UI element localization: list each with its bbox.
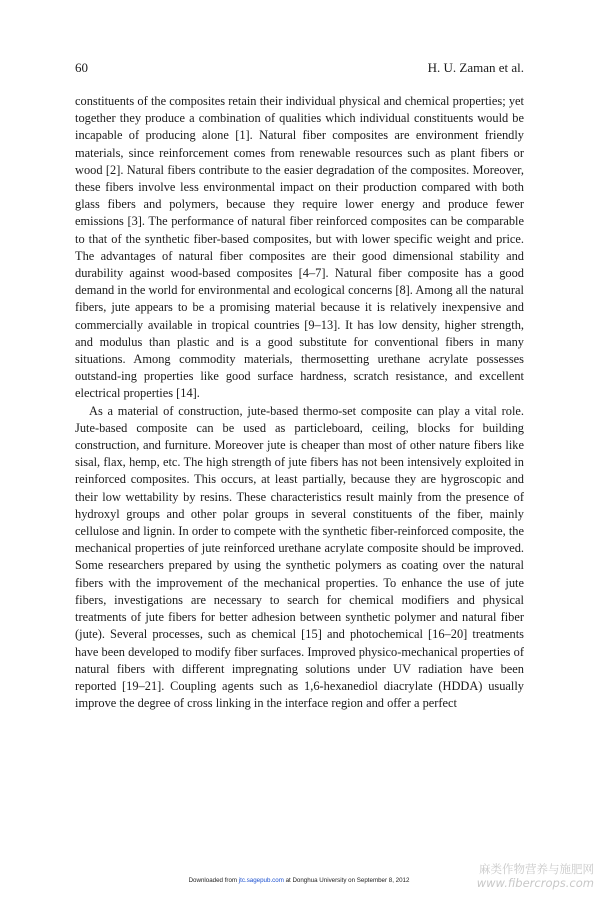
footer-link[interactable]: jtc.sagepub.com bbox=[238, 877, 284, 884]
running-head: H. U. Zaman et al. bbox=[427, 60, 524, 75]
watermark bbox=[444, 862, 594, 890]
page-header bbox=[75, 58, 524, 78]
watermark-chinese: 麻类作物营养与施肥网 bbox=[479, 862, 594, 876]
paragraph: constituents of the composites retain their individual physical and chemical properties; yet together they produce a combination of qualities which individual constituents would be incapable of producing alone [1]. Natural fiber composites are environment friendly materials, since reinforcement comes from renewable resources such as plant fibers or wood [2]. Natural fibers contribute to the easier degradation of the composites. Moreover, these fibers involve less environmental impact on their production compared with both glass fibers and polymers, because they require lower energy and produce fewer emissions [3]. The performance of natural fiber reinforced composites can be comparable to that of the synthetic fiber-based composites, but with lower specific weight and price. The advantages of natural fiber composites are their good dimensional stability and durability against wood-based composites [4–7]. Natural fiber composite has a good demand in the world for environmental and ecological concerns [8]. Among all the natural fibers, jute appears to be a promising material because it is relatively inexpensive and commercially available in tropical countries [9–13]. It has low density, higher strength, and modulus than plastic and is a good substitute for conventional fibers in many situations. Among commodity materials, thermosetting urethane acrylate possesses outstand-ing properties like good surface hardness, scratch resistance, and excellent electrical properties [14]. bbox=[75, 94, 524, 401]
paragraph: As a material of construction, jute-based thermo-set composite can play a vital role. Jute-based composite can be used as particleboard, ceiling, blocks for building construction, and furniture. Moreover jute is cheaper than most of other nature fibers like sisal, flax, hemp, etc. The high strength of jute fibers has not been intensively exploited in reinforced composites. This occurs, at least partially, because they are hygroscopic and their low wettability by resins. These characteristics result mainly from the presence of hydroxyl groups and other polar groups in several constituents of the fiber, mainly cellulose and lignin. In order to compete with the synthetic fiber-reinforced composite, the mechanical properties of jute reinforced urethane acrylate composite should be improved. Some researchers prepared by using the synthetic polymers as coating over the natural fibers with the improvement of the mechanical properties. To enhance the use of jute fibers, investigations are necessary to search for chemical modifiers and physical treatments of jute fibers for better adhesion between synthetic polymer and natural fiber (jute). Several processes, such as chemical [15] and photochemical [16–20] treatments have been developed to modify fiber surfaces. Improved physico-mechanical properties of natural fibers with different impregnating solutions under UV radiation have been reported [19–21]. Coupling agents such as 1,6-hexanediol diacrylate (HDDA) usually improve the degree of cross linking in the interface region and offer a perfect bbox=[75, 403, 524, 711]
watermark-url: www.fibercrops.com bbox=[476, 876, 594, 890]
footer-suffix: at Donghua University on September 8, 2012 bbox=[283, 877, 410, 884]
footer-prefix: Downloaded from bbox=[188, 877, 239, 884]
body-text bbox=[75, 93, 524, 712]
page-number: 60 bbox=[75, 60, 88, 75]
